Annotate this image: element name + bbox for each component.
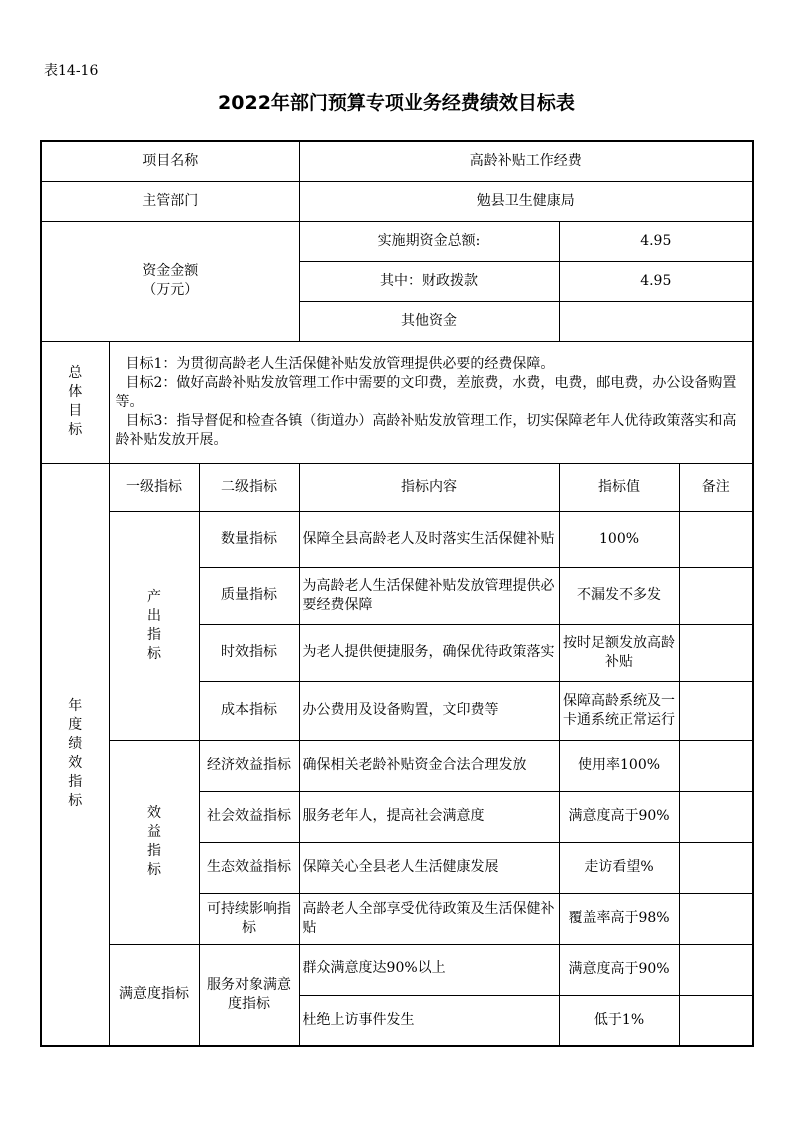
satisfaction-indicator-label: 满意度指标	[109, 944, 199, 1046]
content-cell: 服务老年人，提高社会满意度	[299, 791, 559, 842]
overall-goals	[109, 341, 753, 463]
note-cell	[679, 944, 753, 995]
content-cell: 保障全县高龄老人及时落实生活保健补贴	[299, 511, 559, 567]
table-row	[41, 740, 753, 791]
table-row	[41, 511, 753, 567]
value-cell: 100%	[559, 511, 679, 567]
level2-cell: 可持续影响指标	[199, 893, 299, 944]
fund-label-line2: （万元）	[142, 282, 199, 298]
benefit-indicator-label: 效 益 指 标	[109, 740, 199, 944]
header-value: 指标值	[559, 463, 679, 511]
value-cell: 使用率100%	[559, 740, 679, 791]
fund-total-label: 实施期资金总额:	[299, 221, 559, 261]
note-cell	[679, 740, 753, 791]
dept-value: 勉县卫生健康局	[299, 181, 753, 221]
content-cell: 高龄老人全部享受优待政策及生活保健补贴	[299, 893, 559, 944]
value-cell: 覆盖率高于98%	[559, 893, 679, 944]
level2-cell: 社会效益指标	[199, 791, 299, 842]
level2-cell: 时效指标	[199, 624, 299, 681]
note-cell	[679, 511, 753, 567]
project-name-label: 项目名称	[41, 141, 299, 181]
note-cell	[679, 567, 753, 624]
goal-item: 目标3：指导督促和检查各镇（街道办）高龄补贴发放管理工作，切实保障老年人优待政策落实和高龄补贴发放开展。	[115, 412, 737, 448]
note-cell	[679, 995, 753, 1046]
note-cell	[679, 681, 753, 740]
content-cell: 为高龄老人生活保健补贴发放管理提供必要经费保障	[299, 567, 559, 624]
overall-goal-label: 总 体 目 标	[41, 341, 109, 463]
header-content: 指标内容	[299, 463, 559, 511]
fund-fiscal-label: 其中：财政拨款	[299, 261, 559, 301]
page-title: 2022年部门预算专项业务经费绩效目标表	[218, 92, 575, 114]
performance-table	[40, 140, 754, 1047]
value-cell: 走访看望%	[559, 842, 679, 893]
output-indicator-label: 产 出 指 标	[109, 511, 199, 740]
table-row	[41, 944, 753, 995]
dept-label: 主管部门	[41, 181, 299, 221]
goal-item: 目标1：为贯彻高龄老人生活保健补贴发放管理提供必要的经费保障。	[125, 355, 555, 372]
content-cell: 办公费用及设备购置，文印费等	[299, 681, 559, 740]
note-cell	[679, 791, 753, 842]
table-number: 表14-16	[44, 63, 99, 79]
content-cell: 群众满意度达90%以上	[299, 944, 559, 995]
fund-fiscal-value: 4.95	[559, 261, 753, 301]
value-cell: 满意度高于90%	[559, 944, 679, 995]
level2-cell: 生态效益指标	[199, 842, 299, 893]
header-level1: 一级指标	[109, 463, 199, 511]
value-cell: 按时足额发放高龄补贴	[559, 624, 679, 681]
note-cell	[679, 624, 753, 681]
annual-indicator-label: 年 度 绩 效 指 标	[41, 463, 109, 1046]
content-cell: 杜绝上访事件发生	[299, 995, 559, 1046]
level2-cell: 经济效益指标	[199, 740, 299, 791]
header-note: 备注	[679, 463, 753, 511]
fund-label-line1: 资金金额	[142, 263, 199, 279]
goal-item: 目标2：做好高龄补贴发放管理工作中需要的文印费，差旅费，水费，电费，邮电费，办公设备购置等。	[115, 374, 737, 410]
level2-cell: 数量指标	[199, 511, 299, 567]
level2-cell: 成本指标	[199, 681, 299, 740]
header-level2: 二级指标	[199, 463, 299, 511]
content-cell: 确保相关老龄补贴资金合法合理发放	[299, 740, 559, 791]
level2-cell: 服务对象满意度指标	[199, 944, 299, 1046]
value-cell: 不漏发不多发	[559, 567, 679, 624]
value-cell: 保障高龄系统及一卡通系统正常运行	[559, 681, 679, 740]
content-cell: 保障关心全县老人生活健康发展	[299, 842, 559, 893]
content-cell: 为老人提供便捷服务，确保优待政策落实	[299, 624, 559, 681]
fund-label	[41, 221, 299, 341]
level2-cell: 质量指标	[199, 567, 299, 624]
fund-other-value	[559, 301, 753, 341]
value-cell: 满意度高于90%	[559, 791, 679, 842]
fund-total-value: 4.95	[559, 221, 753, 261]
fund-other-label: 其他资金	[299, 301, 559, 341]
project-name-value: 高龄补贴工作经费	[299, 141, 753, 181]
note-cell	[679, 893, 753, 944]
value-cell: 低于1%	[559, 995, 679, 1046]
note-cell	[679, 842, 753, 893]
